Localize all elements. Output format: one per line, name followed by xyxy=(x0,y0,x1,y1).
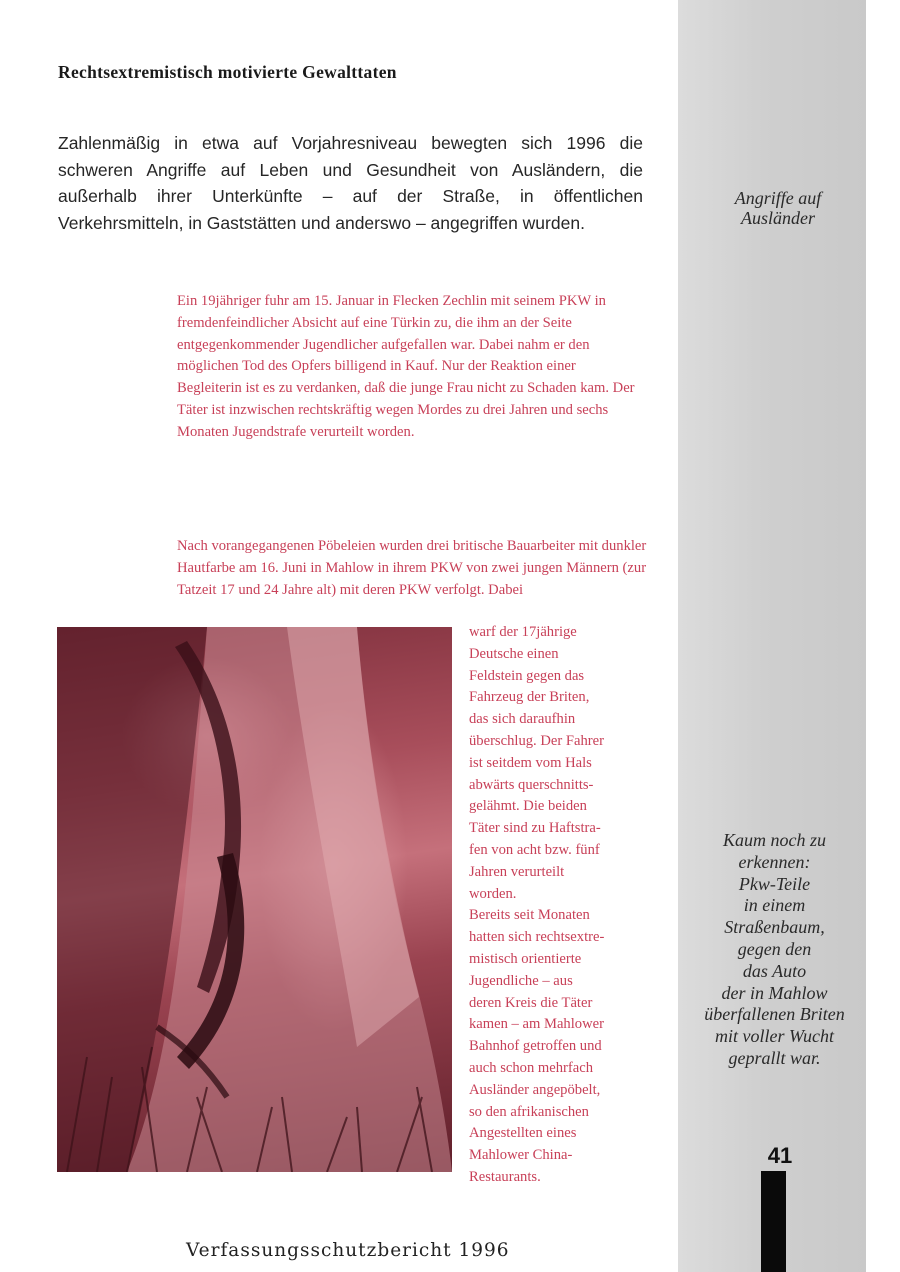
section-heading: Rechtsextremistisch motivierte Gewalttaten xyxy=(58,62,397,82)
text-line: Bereits seit Monaten xyxy=(469,907,590,924)
text-line: auch schon mehrfach xyxy=(469,1059,593,1076)
text-line: warf der 17jährige xyxy=(469,624,577,640)
text-line: Restaurants. xyxy=(469,1168,541,1185)
note-line: Angriffe auf xyxy=(734,188,822,208)
caption-line: Kaum noch zu xyxy=(723,830,826,850)
text-line: Angestellten eines xyxy=(469,1125,577,1142)
text-line: worden. xyxy=(469,885,517,902)
text-line: gelähmt. Die beiden xyxy=(469,798,587,815)
text-line: hatten sich rechtsextre- xyxy=(469,929,605,946)
caption-line: das Auto xyxy=(742,960,807,981)
text-line: Ausländer angepöbelt, xyxy=(469,1081,601,1098)
text-line: fen von acht bzw. fünf xyxy=(469,841,600,858)
photo-caption xyxy=(683,830,866,1070)
caption-line: in einem xyxy=(743,895,806,916)
text-line: Mahlower China- xyxy=(469,1147,573,1164)
text-line: kamen – am Mahlower xyxy=(469,1016,604,1033)
case-report-mahlow-continued xyxy=(469,622,659,1189)
photo-car-parts-in-tree xyxy=(57,627,452,1172)
text-line: Fahrzeug der Briten, xyxy=(469,689,590,706)
text-line: so den afrikanischen xyxy=(469,1103,589,1120)
text-line: deren Kreis die Täter xyxy=(469,994,593,1011)
text-line: Täter sind zu Haftstra- xyxy=(469,820,601,837)
caption-line: geprallt war. xyxy=(728,1047,821,1068)
caption-line: mit voller Wucht xyxy=(715,1026,834,1047)
page-edge xyxy=(866,0,900,1272)
text-line: mistisch orientierte xyxy=(469,950,582,967)
text-line: Jugendliche – aus xyxy=(469,972,573,989)
text-line: Bahnhof getroffen und xyxy=(469,1038,602,1055)
intro-paragraph: Zahlenmäßig in etwa auf Vorjahresniveau bewegten sich 1996 die schweren Angriffe auf Leben und Gesundheit von Ausländern, die außerhalb ihrer Unterkünfte – auf der Straße, in öffentlichen Verkehrsmitteln, in Gaststätten und anderswo – angegriffen wurden. xyxy=(58,133,643,233)
caption-line: Pkw-Teile xyxy=(738,873,811,894)
text-line: überschlug. Der Fahrer xyxy=(469,732,604,749)
text-line: ist seitdem vom Hals xyxy=(469,754,592,771)
case-report-mahlow-intro: Nach vorangegangenen Pöbeleien wurden drei britische Bauarbeiter mit dunkler Hautfarbe am 16. Juni in Mahlow in ihrem PKW von zwei jungen Männern (zur Tatzeit 17 und 24 Jahre alt) mit deren PKW verfolgt. Dabei xyxy=(177,538,647,598)
footer-title: Verfassungsschutzbericht 1996 xyxy=(186,1240,510,1261)
caption-line: überfallenen Briten xyxy=(704,1004,845,1025)
caption-line: der in Mahlow xyxy=(721,982,828,1003)
caption-line: erkennen: xyxy=(738,851,811,872)
caption-line: gegen den xyxy=(737,938,812,959)
note-line: Ausländer xyxy=(741,208,815,228)
photo-illustration xyxy=(57,627,452,1172)
page-number-bar xyxy=(761,1171,786,1272)
text-line: abwärts querschnitts- xyxy=(469,776,594,793)
page-number: 41 xyxy=(767,1143,793,1168)
text-line: Jahren verurteilt xyxy=(469,863,565,880)
caption-line: Straßenbaum, xyxy=(724,917,825,938)
text-line: Feldstein gegen das xyxy=(469,667,585,684)
margin-note-attacks xyxy=(690,188,866,228)
text-line: das sich daraufhin xyxy=(469,711,576,728)
text-line: Deutsche einen xyxy=(469,645,559,662)
case-report-zechlin: Ein 19jähriger fuhr am 15. Januar in Flecken Zechlin mit seinem PKW in fremdenfeindlicher Absicht auf eine Türkin zu, die ihm an der Seite entgegenkommender Jugendlicher aufgefallen war. Dabei nahm er den möglichen Tod des Opfers billigend in Kauf. Nur der Reaktion einer Begleiterin ist es zu verdanken, daß die junge Frau nicht zu Schaden kam. Der Täter ist inzwischen rechtskräftig wegen Mordes zu drei Jahren und sechs Monaten Jugendstrafe verurteilt worden. xyxy=(177,293,635,440)
